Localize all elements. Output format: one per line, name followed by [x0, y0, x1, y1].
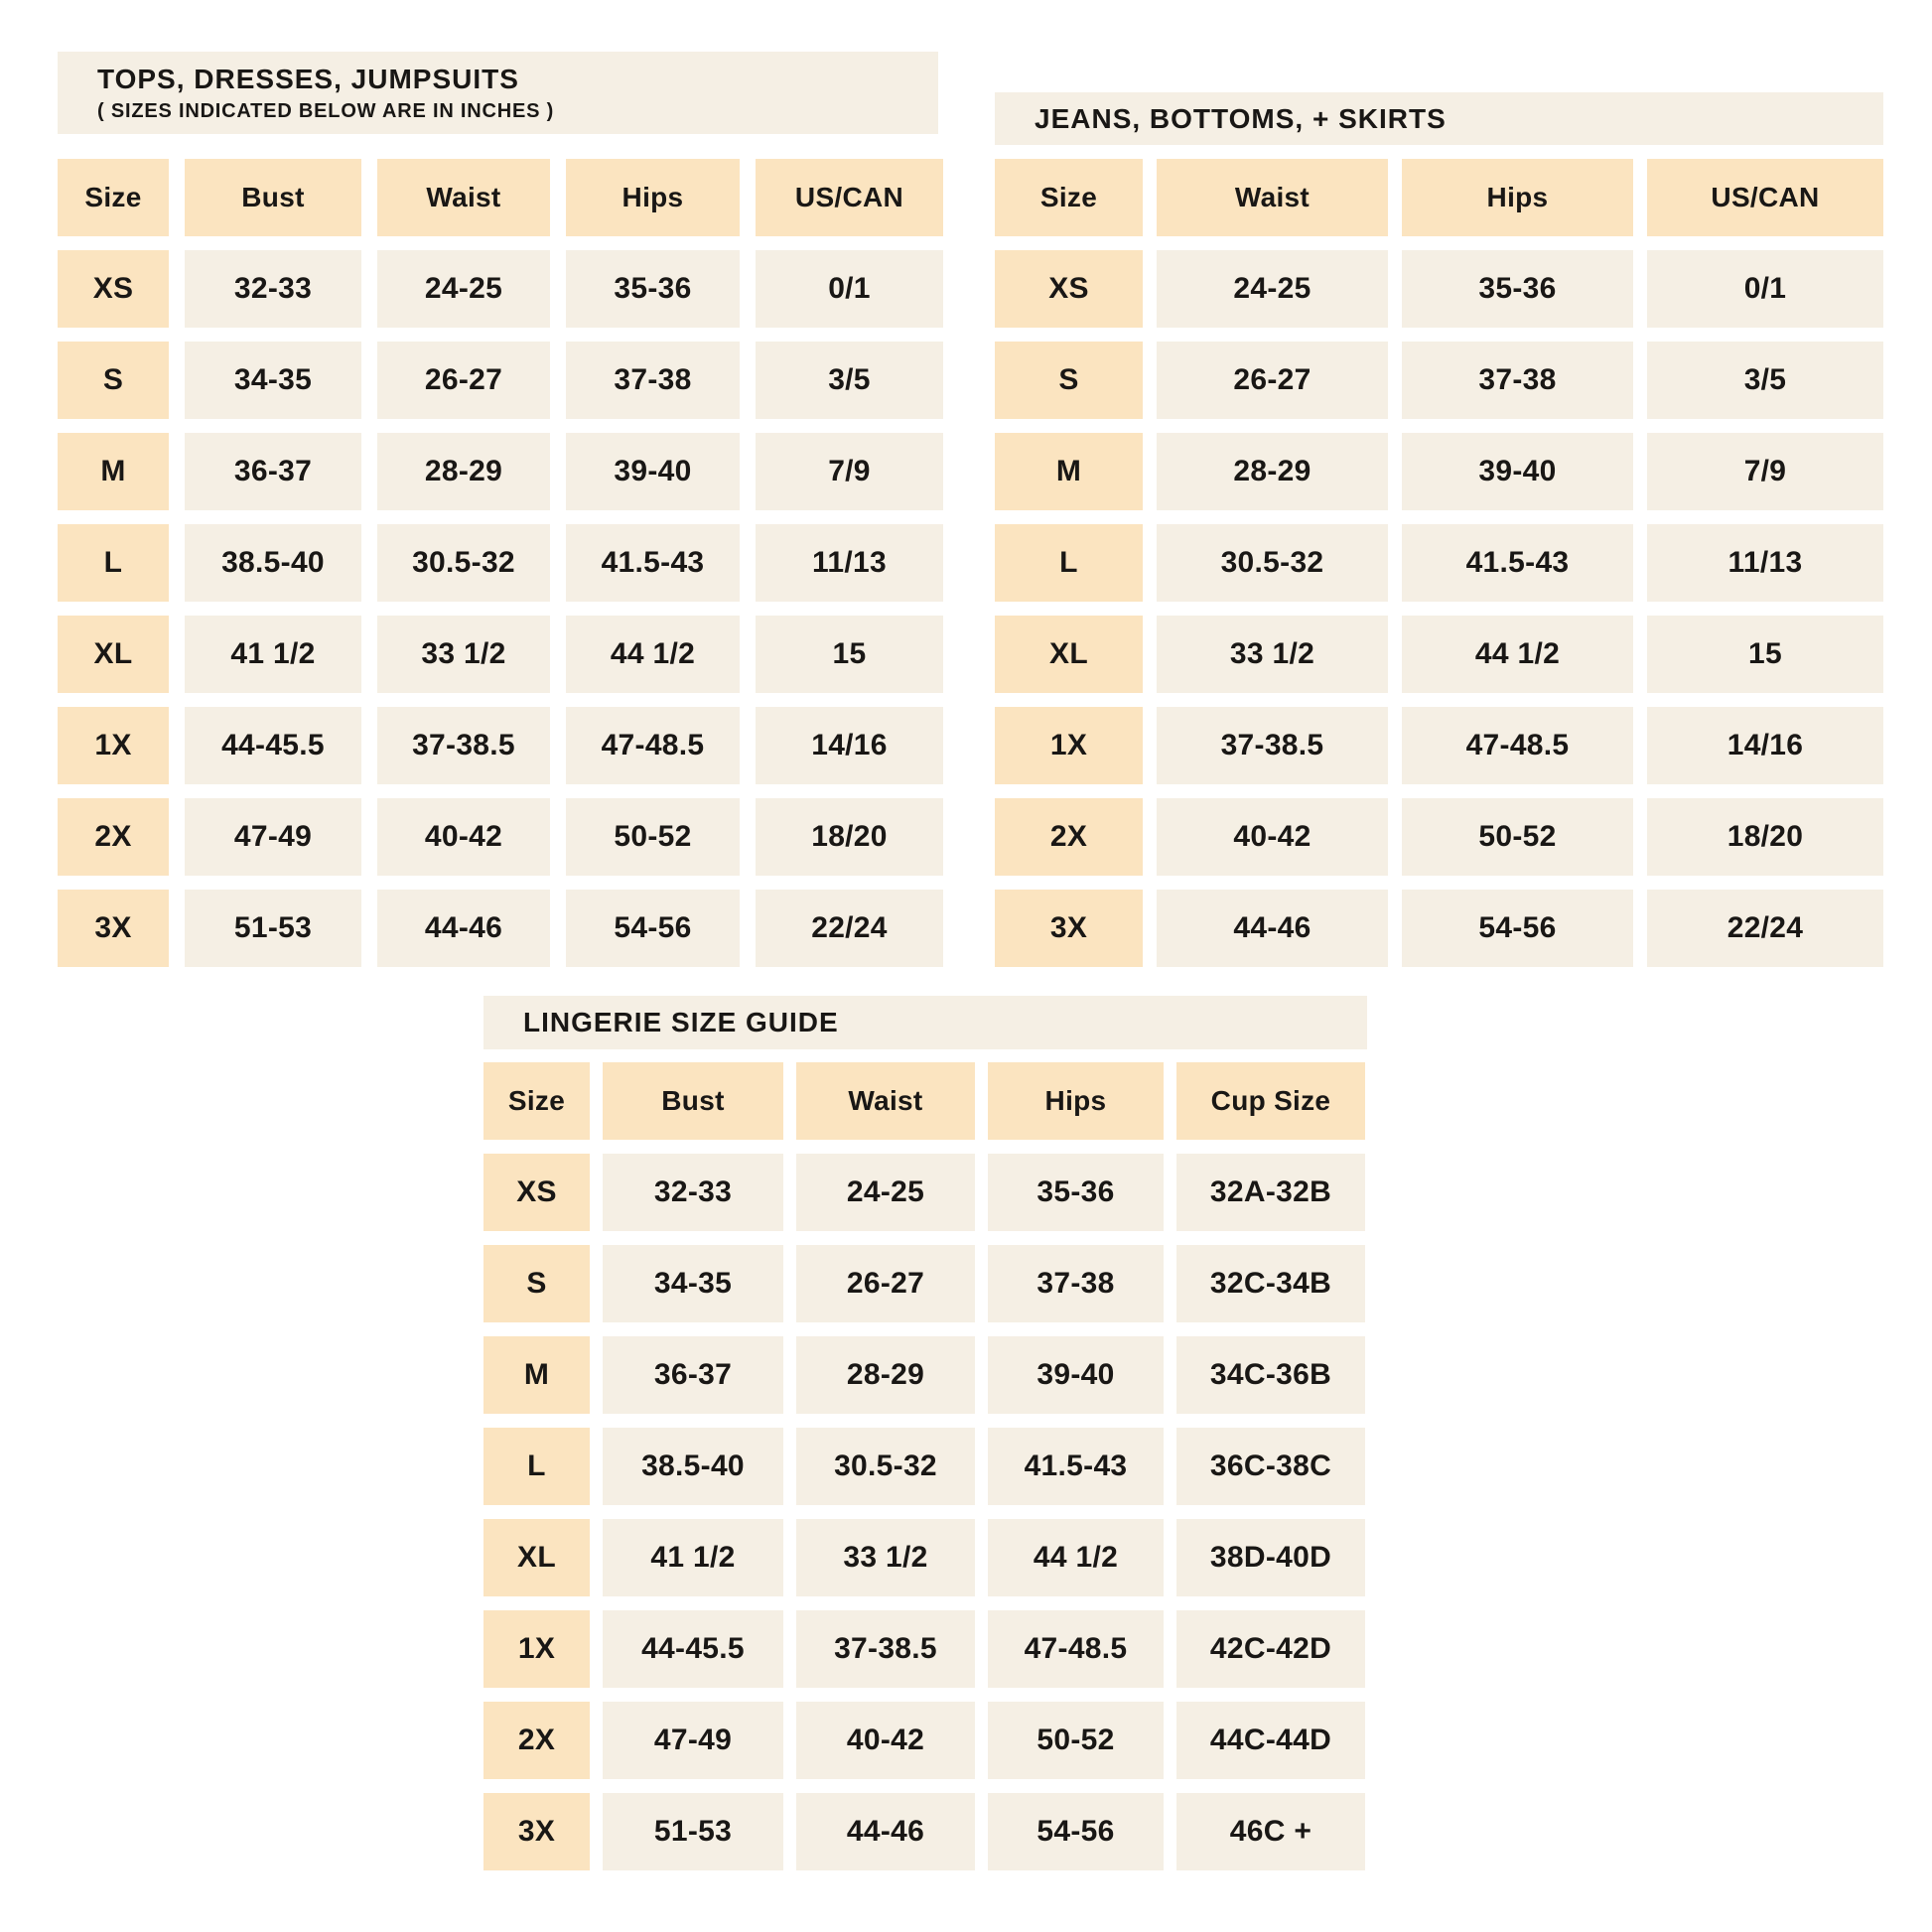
size-cell: XL [483, 1519, 590, 1596]
jeans-bottoms-skirts-table [995, 92, 1883, 967]
size-cell: 1X [483, 1610, 590, 1688]
size-cell: 3X [995, 890, 1143, 967]
value-cell: 39-40 [1402, 433, 1633, 510]
table-title-bar [483, 996, 1367, 1049]
value-cell: 28-29 [796, 1336, 975, 1414]
header-cell: Waist [377, 159, 550, 236]
value-cell: 35-36 [988, 1154, 1164, 1231]
lingerie-size-guide-table [483, 996, 1367, 1870]
value-cell: 30.5-32 [796, 1428, 975, 1505]
value-cell: 44C-44D [1176, 1702, 1365, 1779]
size-cell: M [58, 433, 169, 510]
header-cell: Waist [1157, 159, 1388, 236]
value-cell: 37-38.5 [377, 707, 550, 784]
value-cell: 26-27 [796, 1245, 975, 1322]
size-cell: 1X [58, 707, 169, 784]
header-cell: Bust [185, 159, 361, 236]
size-cell: 3X [483, 1793, 590, 1870]
header-cell: Bust [603, 1062, 783, 1140]
size-cell: XS [58, 250, 169, 328]
value-cell: 44-46 [377, 890, 550, 967]
value-cell: 50-52 [566, 798, 740, 876]
value-cell: 51-53 [185, 890, 361, 967]
value-cell: 30.5-32 [377, 524, 550, 602]
value-cell: 40-42 [796, 1702, 975, 1779]
value-cell: 44-46 [1157, 890, 1388, 967]
value-cell: 41 1/2 [185, 616, 361, 693]
value-cell: 11/13 [756, 524, 943, 602]
value-cell: 32-33 [603, 1154, 783, 1231]
value-cell: 14/16 [1647, 707, 1883, 784]
value-cell: 44 1/2 [566, 616, 740, 693]
size-cell: 1X [995, 707, 1143, 784]
size-cell: 2X [58, 798, 169, 876]
size-cell: XS [995, 250, 1143, 328]
header-cell: Cup Size [1176, 1062, 1365, 1140]
size-cell: M [995, 433, 1143, 510]
value-cell: 44-45.5 [185, 707, 361, 784]
value-cell: 44 1/2 [988, 1519, 1164, 1596]
value-cell: 50-52 [988, 1702, 1164, 1779]
value-cell: 33 1/2 [1157, 616, 1388, 693]
value-cell: 0/1 [1647, 250, 1883, 328]
value-cell: 37-38 [988, 1245, 1164, 1322]
value-cell: 37-38 [1402, 342, 1633, 419]
value-cell: 22/24 [756, 890, 943, 967]
size-cell: S [483, 1245, 590, 1322]
table-title: TOPS, DRESSES, JUMPSUITS [97, 63, 519, 94]
value-cell: 37-38.5 [796, 1610, 975, 1688]
size-cell: S [58, 342, 169, 419]
size-cell: L [995, 524, 1143, 602]
value-cell: 34C-36B [1176, 1336, 1365, 1414]
value-cell: 30.5-32 [1157, 524, 1388, 602]
value-cell: 47-48.5 [988, 1610, 1164, 1688]
header-cell: Hips [566, 159, 740, 236]
value-cell: 44-46 [796, 1793, 975, 1870]
table-title-bar [58, 52, 938, 134]
header-cell: Hips [988, 1062, 1164, 1140]
value-cell: 38D-40D [1176, 1519, 1365, 1596]
value-cell: 34-35 [603, 1245, 783, 1322]
value-cell: 39-40 [566, 433, 740, 510]
size-cell: S [995, 342, 1143, 419]
value-cell: 41 1/2 [603, 1519, 783, 1596]
value-cell: 22/24 [1647, 890, 1883, 967]
table-title-bar [995, 92, 1883, 145]
size-cell: XS [483, 1154, 590, 1231]
value-cell: 51-53 [603, 1793, 783, 1870]
table-title: LINGERIE SIZE GUIDE [523, 1007, 839, 1037]
value-cell: 28-29 [377, 433, 550, 510]
value-cell: 3/5 [756, 342, 943, 419]
value-cell: 44-45.5 [603, 1610, 783, 1688]
value-cell: 50-52 [1402, 798, 1633, 876]
value-cell: 36-37 [185, 433, 361, 510]
value-cell: 14/16 [756, 707, 943, 784]
value-cell: 32A-32B [1176, 1154, 1365, 1231]
value-cell: 54-56 [988, 1793, 1164, 1870]
value-cell: 18/20 [756, 798, 943, 876]
size-cell: L [483, 1428, 590, 1505]
header-cell: Size [995, 159, 1143, 236]
value-cell: 47-49 [603, 1702, 783, 1779]
header-cell: Size [58, 159, 169, 236]
value-cell: 38.5-40 [185, 524, 361, 602]
header-cell: US/CAN [756, 159, 943, 236]
header-cell: Hips [1402, 159, 1633, 236]
value-cell: 36-37 [603, 1336, 783, 1414]
value-cell: 37-38 [566, 342, 740, 419]
value-cell: 40-42 [377, 798, 550, 876]
value-cell: 44 1/2 [1402, 616, 1633, 693]
size-table-grid [995, 159, 1883, 967]
value-cell: 24-25 [796, 1154, 975, 1231]
value-cell: 32C-34B [1176, 1245, 1365, 1322]
value-cell: 15 [1647, 616, 1883, 693]
value-cell: 11/13 [1647, 524, 1883, 602]
value-cell: 47-49 [185, 798, 361, 876]
size-cell: 2X [483, 1702, 590, 1779]
value-cell: 26-27 [1157, 342, 1388, 419]
size-cell: L [58, 524, 169, 602]
value-cell: 34-35 [185, 342, 361, 419]
value-cell: 37-38.5 [1157, 707, 1388, 784]
value-cell: 7/9 [756, 433, 943, 510]
header-cell: US/CAN [1647, 159, 1883, 236]
value-cell: 7/9 [1647, 433, 1883, 510]
value-cell: 26-27 [377, 342, 550, 419]
value-cell: 0/1 [756, 250, 943, 328]
value-cell: 36C-38C [1176, 1428, 1365, 1505]
tops-dresses-jumpsuits-table [58, 52, 943, 967]
value-cell: 33 1/2 [796, 1519, 975, 1596]
size-cell: XL [58, 616, 169, 693]
value-cell: 54-56 [1402, 890, 1633, 967]
value-cell: 47-48.5 [1402, 707, 1633, 784]
value-cell: 39-40 [988, 1336, 1164, 1414]
table-title: JEANS, BOTTOMS, + SKIRTS [1035, 102, 1447, 134]
value-cell: 40-42 [1157, 798, 1388, 876]
header-cell: Size [483, 1062, 590, 1140]
value-cell: 42C-42D [1176, 1610, 1365, 1688]
value-cell: 18/20 [1647, 798, 1883, 876]
value-cell: 24-25 [1157, 250, 1388, 328]
size-cell: M [483, 1336, 590, 1414]
size-cell: 2X [995, 798, 1143, 876]
size-cell: XL [995, 616, 1143, 693]
value-cell: 32-33 [185, 250, 361, 328]
value-cell: 24-25 [377, 250, 550, 328]
value-cell: 35-36 [566, 250, 740, 328]
value-cell: 41.5-43 [988, 1428, 1164, 1505]
header-cell: Waist [796, 1062, 975, 1140]
value-cell: 35-36 [1402, 250, 1633, 328]
value-cell: 15 [756, 616, 943, 693]
value-cell: 47-48.5 [566, 707, 740, 784]
size-cell: 3X [58, 890, 169, 967]
size-table-grid [58, 159, 943, 967]
size-table-grid [483, 1062, 1367, 1870]
value-cell: 41.5-43 [1402, 524, 1633, 602]
table-subtitle: ( SIZES INDICATED BELOW ARE IN INCHES ) [97, 99, 555, 122]
value-cell: 33 1/2 [377, 616, 550, 693]
value-cell: 41.5-43 [566, 524, 740, 602]
value-cell: 28-29 [1157, 433, 1388, 510]
value-cell: 46C + [1176, 1793, 1365, 1870]
value-cell: 3/5 [1647, 342, 1883, 419]
value-cell: 54-56 [566, 890, 740, 967]
value-cell: 38.5-40 [603, 1428, 783, 1505]
